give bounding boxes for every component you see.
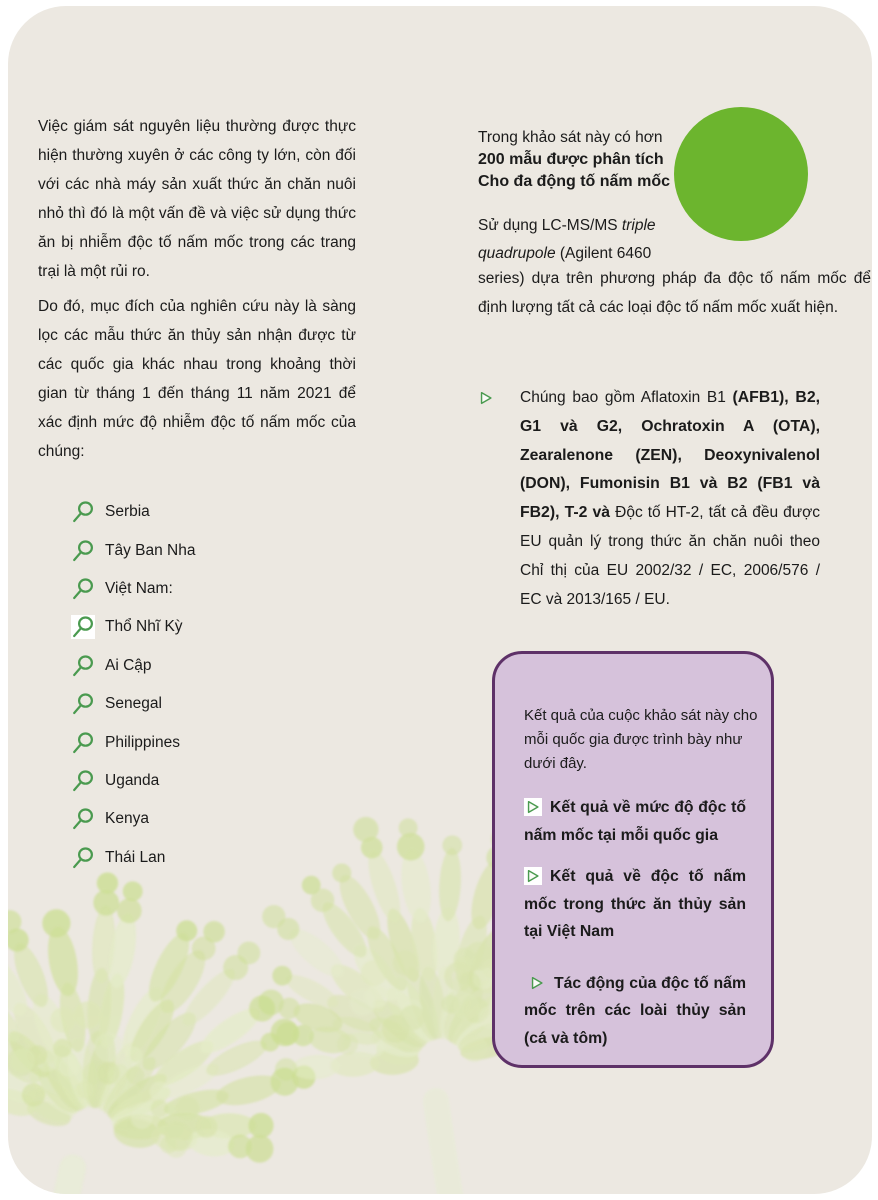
magnifier-icon (71, 692, 95, 716)
country-list-item (71, 723, 195, 761)
triangle-bullet-icon (478, 390, 494, 406)
method-italic-triple: triple (621, 217, 656, 234)
country-label: Thái Lan (105, 848, 166, 866)
country-list-item (71, 608, 195, 646)
country-label: Serbia (105, 503, 150, 521)
magnifier-icon (71, 577, 95, 601)
survey-intro-block (478, 127, 693, 193)
country-list-item (71, 493, 195, 531)
results-item-text: Tác động của độc tố nấm mốc trên các loài thủy sản (cá và tôm) (524, 974, 746, 1047)
method-text-wide: series) dựa trên phương pháp đa độc tố nấm mốc để định lượng tất cả các loại độc tố nấm mốc xuất hiện. (478, 270, 871, 316)
magnifier-icon (71, 615, 95, 639)
country-label: Philippines (105, 733, 180, 751)
survey-intro-line3: Cho đa động tố nấm mốc (478, 173, 670, 190)
country-list-item (71, 685, 195, 723)
country-label: Kenya (105, 810, 149, 828)
green-circle-graphic (674, 107, 808, 241)
country-list (71, 493, 195, 877)
magnifier-icon (71, 500, 95, 524)
magnifier-icon (71, 807, 95, 831)
results-item-text: Kết quả về độc tố nấm mốc trong thức ăn thủy sản tại Việt Nam (524, 868, 746, 940)
results-box-intro: Kết quả của cuộc khảo sát này cho mỗi quốc gia được trình bày như dưới đây. (524, 707, 758, 772)
results-item (524, 863, 746, 946)
country-list-item (71, 762, 195, 800)
results-box (492, 651, 774, 1068)
triangle-bullet-icon (524, 867, 542, 885)
paragraph-feed-monitoring: Việc giám sát nguyên liệu thường được thực hiện thường xuyên ở các công ty lớn, còn đối với các nhà máy sản xuất thức ăn chăn nuôi nhỏ thì đó là một vấn đề và việc sử dụng thức ăn bị nhiễm độc tố nấm mốc trong các trang trại là một rủi ro. (38, 118, 356, 280)
toxin-names-bold: (AFB1), B2, G1 và G2, Ochratoxin A (OTA), Zearalenone (ZEN), Deoxynivalenol (DON), Fumonisin B1 và B2 (FB1 và FB2), T-2 và (520, 389, 820, 522)
country-label: Thổ Nhĩ Kỳ (105, 618, 183, 636)
toxin-lead: Chúng bao gồm Aflatoxin B1 (520, 389, 726, 406)
method-text-narrow (478, 212, 683, 267)
survey-intro-line1: Trong khảo sát này có hơn (478, 129, 663, 146)
country-label: Tây Ban Nha (105, 541, 196, 559)
country-label: Ai Cập (105, 656, 152, 674)
results-item (524, 794, 746, 849)
toxin-tail: Độc tố HT-2, tất cả đều được EU quản lý trong thức ăn chăn nuôi theo Chỉ thị của EU 2002/32 / EC, 2006/576 / EC và 2013/165 / EU. (520, 504, 820, 608)
magnifier-icon (71, 846, 95, 870)
country-list-item (71, 570, 195, 608)
method-seg4: (Agilent 6460 (559, 244, 652, 262)
country-list-item (71, 647, 195, 685)
triangle-bullet-icon (524, 798, 542, 816)
results-item (524, 970, 746, 1053)
triangle-bullet-icon (528, 974, 546, 992)
magnifier-icon (71, 769, 95, 793)
survey-intro-line2: 200 mẫu được phân tích (478, 151, 664, 168)
magnifier-icon (71, 731, 95, 755)
toxin-list-block (478, 384, 823, 614)
country-label: Việt Nam: (105, 579, 173, 597)
paragraph-study-purpose: Do đó, mục đích của nghiên cứu này là sàng lọc các mẫu thức ăn thủy sản nhận được từ các quốc gia khác nhau trong khoảng thời gian từ tháng 1 đến tháng 11 năm 2021 để xác định mức độ nhiễm độc tố nấm mốc của chúng: (38, 298, 356, 460)
magnifier-icon (71, 539, 95, 563)
results-items-list (524, 794, 746, 1052)
results-item-text: Kết quả về mức độ độc tố nấm mốc tại mỗi quốc gia (524, 799, 746, 844)
country-label: Uganda (105, 771, 160, 789)
country-list-item (71, 839, 195, 877)
toxin-text (520, 384, 820, 614)
country-list-item (71, 800, 195, 838)
country-label: Senegal (105, 695, 162, 713)
method-italic-quadrupole: quadrupole (478, 244, 556, 262)
magnifier-icon (71, 654, 95, 678)
method-seg1: Sử dụng LC-MS/MS (478, 217, 622, 234)
page-card (8, 6, 872, 1194)
country-list-item (71, 531, 195, 569)
